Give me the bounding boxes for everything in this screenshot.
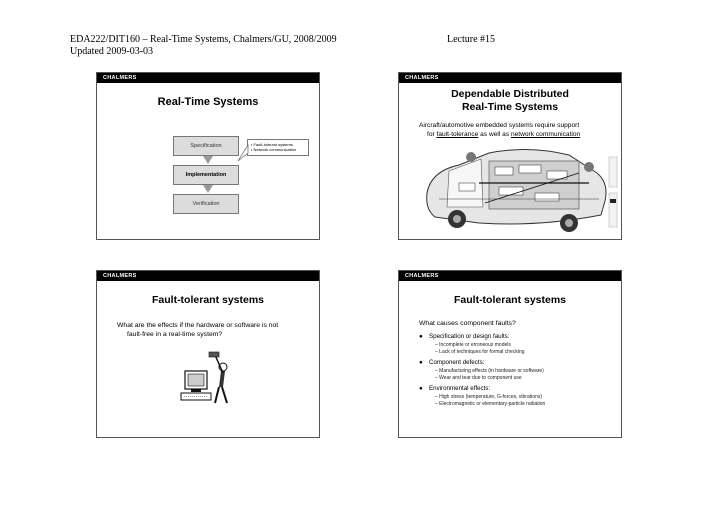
- bullet-icon: ●: [419, 333, 423, 340]
- bullet-icon: ●: [419, 385, 423, 392]
- slide-title-line2: Real-Time Systems: [461, 101, 559, 113]
- intro-text-line2: for fault-tolerance as well as network communication: [427, 131, 581, 138]
- slide-title-line1: Dependable Distributed: [451, 88, 569, 100]
- question-line2: fault-free in a real-time system?: [127, 331, 223, 338]
- chalmers-logo: CHALMERS: [399, 73, 621, 83]
- slide-fault-causes: [398, 270, 622, 438]
- car-cutaway-illustration: [419, 143, 619, 238]
- bullet-label: Component defects:: [429, 359, 485, 366]
- updated-date: Updated 2009-03-03: [70, 46, 154, 57]
- intro-question: What causes component faults?: [419, 320, 516, 327]
- callout-pointer-icon: [237, 143, 249, 163]
- lecture-number: Lecture #15: [447, 34, 496, 45]
- sub-item: – Lack of techniques for formal checking: [435, 349, 525, 355]
- slide-title: Fault-tolerant systems: [151, 294, 265, 306]
- slide-real-time-systems: [96, 72, 320, 240]
- bullet-icon: ●: [419, 359, 423, 366]
- down-arrow-icon: [203, 185, 213, 193]
- specification-box: Specification: [173, 136, 239, 156]
- slide-title: Fault-tolerant systems: [453, 294, 567, 306]
- person-smashing-computer-illustration: [179, 351, 239, 411]
- slide-title: Real-Time Systems: [157, 96, 259, 108]
- course-header: EDA222/DIT160 – Real-Time Systems, Chalmers/GU, 2008/2009: [70, 34, 337, 45]
- sub-item: – High stress (temperature, G-forces, vibrations): [435, 394, 542, 400]
- sub-item: – Incomplete or erroneous models: [435, 342, 511, 348]
- bullet-label: Environmental effects:: [429, 385, 491, 392]
- callout-item: • Network communication: [251, 147, 297, 152]
- chalmers-logo: CHALMERS: [97, 271, 319, 281]
- bullet-label: Specification or design faults:: [429, 333, 510, 340]
- chalmers-logo: CHALMERS: [97, 73, 319, 83]
- question-line1: What are the effects if the hardware or software is not: [117, 322, 279, 329]
- sub-item: – Manufacturing effects (in hardware or software): [435, 368, 544, 374]
- intro-text: Aircraft/automotive embedded systems require support: [419, 122, 580, 129]
- chalmers-logo: CHALMERS: [399, 271, 621, 281]
- slide-dependable-systems: [398, 72, 622, 240]
- sub-item: – Electromagnetic or elementary-particle radiation: [435, 401, 546, 407]
- slide-fault-tolerant-effects: [96, 270, 320, 438]
- down-arrow-icon: [203, 156, 213, 164]
- implementation-box: Implementation: [173, 165, 239, 185]
- verification-box: Verification: [173, 194, 239, 214]
- callout-box: [247, 139, 309, 156]
- sub-item: – Wear and tear due to component use: [435, 375, 522, 381]
- callout-item: • Fault-tolerant systems: [251, 142, 293, 147]
